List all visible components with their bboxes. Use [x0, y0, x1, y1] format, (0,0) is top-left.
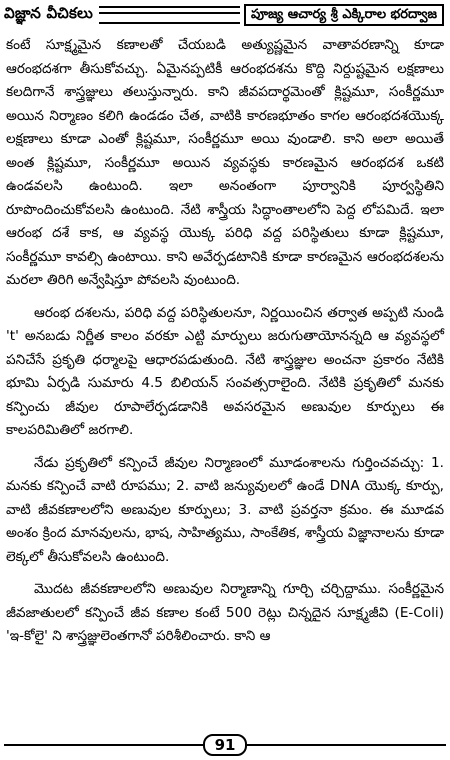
page-footer [0, 733, 450, 757]
page-number: 91 [203, 734, 248, 756]
header-rule [99, 6, 240, 24]
book-title: విజ్ఞాన వీచికలు [4, 4, 94, 22]
paragraph: నేడు ప్రకృతిలో కన్పించే జీవుల నిర్మాణంలో మూడంశాలను గుర్తించవచ్చు: 1. మనకు కన్పించే వాటి రూపము; 2. వాటి జన్యువులలో ఉండే DNA యొక్క కూర్పు, వాటి జీవకణాలలోని అణువుల కూర్పులు; 3. వాటి ప్రవర్తనా క్రమం. ఈ మూడవ అంశం క్రింద మానవులను, భాష, సాహిత్యము, సాంకేతిక, శాస్త్రీయ విజ్ఞానాలను కూడా లెక్కలో తీసుకోవలసి ఉంటుంది. [6, 454, 444, 565]
paragraph: కంటే సూక్ష్మమైన కణాలతో చేయబడి అత్యుష్ణమైన వాతావరణాన్ని కూడా ఆరంభదశగా తీసుకోవచ్చు. ఏమైనప్పటికీ ఆరంభదశను కొద్ది నిర్దుష్టమైన లక్షణాలు కలదిగానే శాస్త్రజ్ఞులు తలుస్తున్నారు. కాని జీవపదార్థమెంతో క్లిష్టమూ, సంకీర్ణమూ అయిన నిర్మాణం కలిగి ఉండడం చేత, వాటికి కారణభూతం కాగల ఆరంభదశయొక్క లక్షణాలు కూడా ఎంతో క్లిష్టమూ, సంకీర్ణమూ అయి వుండాలి. కాని అలా అయితే అంత క్లిష్టమూ, సంకీర్ణమూ అయిన వ్యవస్థకు కారణమైన ఆరంభదశ ఒకటి ఉండవలసి ఉంటుంది. ఇలా అనంతంగా పూర్వానికి పూర్వస్థితిని రూపొందించుకోవలసి ఉంటుంది. నేటి శాస్త్రీయ సిద్ధాంతాలలోని పెద్ద లోపమిదే. ఇలా ఆరంభ దశే కాక, ఆ వ్యవస్థ యొక్క పరిధి వద్ద పరిస్థితులు కూడా క్లిష్టమూ, సంకీర్ణమూ కావల్సి ఉంటాయి. కాని అవేర్పడటానికి కూడా కారణమైన ఆరంభదశలను మరలా తిరిగి అన్వేషిస్తూ పోవలసి వుంటుంది. [6, 37, 444, 288]
author-name: పూజ్య ఆచార్య శ్రీ ఎక్కిరాల భరద్వాజ [244, 4, 444, 26]
paragraph: మొదట జీవకణాలలోని అణువుల నిర్మాణాన్ని గూర్చి చర్చిద్దాము. సంకీర్ణమైన జీవజాతులలో కన్పించే జీవ కణాల కంటే 500 రెట్లు చిన్నదైన సూక్ష్మజీవి (E-Coli) 'ఇ-కోలై' ని శాస్త్రజ్ఞులెంతగానో పరిశీలించారు. కాని ఆ [6, 581, 444, 644]
page-header [4, 2, 444, 28]
paragraph: ఆరంభ దశలను, పరిధి వద్ద పరిస్థితులనూ, నిర్ణయించిన తర్వాత అప్పటి నుండి 't' అనబడు నిర్ణీత కాలం వరకూ ఎట్టి మార్పులు జరుగుతాయోనన్నది ఆ వ్యవస్థలో పనిచేసే ప్రకృతి ధర్మాలపై ఆధారపడుతుంది. నేటి శాస్త్రజ్ఞుల అంచనా ప్రకారం నేటికి భూమి ఏర్పడి సుమారు 4.5 బిలియన్ సంవత్సరాలైంది. నేటికి ప్రకృతిలో మనకు కన్పించు జీవుల రూపాలేర్పడడానికి అవసరమైన అణువుల కూర్పులు ఈ కాలపరిమితిలో జరగాలి. [6, 304, 444, 438]
body-text [6, 34, 444, 658]
